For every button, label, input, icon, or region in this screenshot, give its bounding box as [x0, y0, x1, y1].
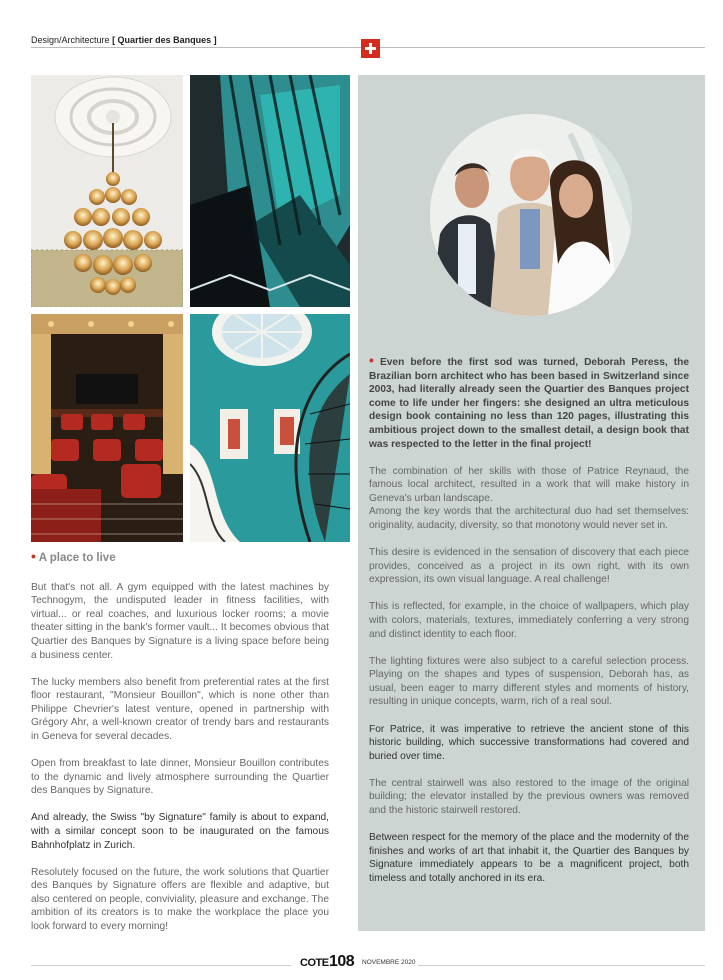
paragraph: For Patrice, it was imperative to retrieve the ancient stone of this historic building, which successive transformations had covered and buried over time.: [369, 723, 689, 762]
paragraph: The combination of her skills with those of Patrice Reynaud, the famous local architect, resulted in a work that will make history in Geneva's urban landscape.: [369, 465, 689, 504]
paragraph: But that's not all. A gym equipped with the latest machines by Technogym, the undisputed leader in fitness facilities, with virtual... or real coaches, and luxurious locker rooms; a movie theater sitting in the bank's former vault... It becomes obvious that Quartier des Banques by Signature is a living space before being a business center.: [31, 581, 329, 661]
chandelier-photo: [31, 75, 183, 307]
paragraph: The lighting fixtures were also subject to a careful selection process. Playing on the shapes and types of suspension, Deborah has, as usual, been eager to marry different styles and moments of history, resulting in unique concepts, warm, rich of a real soul.: [369, 655, 689, 708]
right-column-article: [369, 352, 689, 899]
left-column-article: [31, 548, 329, 947]
paragraph: Among the key words that the architectural duo had set themselves: originality, audacity, diversity, so that monotony would never set in.: [369, 506, 689, 532]
lead-paragraph: [369, 352, 689, 451]
paragraph: Between respect for the memory of the place and the modernity of the finishes and works of art that inhabit it, the Quartier des Banques by Signature immediately appears to be a magnificent project, both timeless and totally anchored in its era.: [369, 832, 689, 884]
spiral-staircase-photo: [190, 314, 350, 542]
paragraph: The central stairwell was also restored to the image of the original building; the elevator installed by the previous owners was removed and the historic stairwell restored.: [369, 777, 689, 817]
magazine-name: COTE: [300, 957, 329, 969]
paragraph: Open from breakfast to late dinner, Monsieur Bouillon contributes to the dynamic and lively atmosphere surrounding the Quartier des Banques by Signature.: [31, 758, 329, 797]
footer-divider-left: [31, 965, 291, 966]
swiss-flag-icon: [361, 39, 380, 58]
bullet-icon: •: [369, 352, 374, 368]
bullet-icon: •: [31, 548, 36, 564]
portrait-photo: [430, 114, 632, 316]
paragraph: The lucky members also benefit from preferential rates at the first floor restaurant, "Monsieur Bouillon", which is none other than Philippe Chevrier's latest venture, opened in partnership with Grégory Ahr, a well-known creator of trendy bars and restaurants in Geneva for several decades.: [31, 676, 329, 743]
right-sidebar-panel: [358, 75, 705, 931]
topic-label: [ Quartier des Banques ]: [112, 35, 217, 45]
footer-divider-right: [418, 965, 705, 966]
paragraph: This desire is evidenced in the sensation of discovery that each piece provides, conceived as a project in its own right, with its own expression, its own visual language. A real challenge!: [369, 547, 689, 586]
lead-text: Even before the first sod was turned, Deborah Peress, the Brazilian born architect who has been based in Switzerland since 2003, had literally already seen the Quartier des Banques project come to life under her fingers: she designed an ultra meticulous design book containing no less than 120 pages, illustrating this ambitious project down to the smallest detail, a design book that was respected to the letter in the final project!: [369, 357, 689, 450]
issue-date: NOVEMBRE 2020: [362, 959, 416, 966]
section-header: [31, 35, 217, 45]
paragraph: This is reflected, for example, in the choice of wallpapers, which play with colors, materials, textures, immediately conferring a very strong and distinct identity to each floor.: [369, 601, 689, 640]
movie-theater-photo: [31, 314, 183, 542]
paragraph: Resolutely focused on the future, the work solutions that Quartier des Banques by Signature offers are flexible and adaptive, but also centered on people, conviviality, pleasure and exchange. The ambition of its creators is to make the workplace the place you look forward to every morning!: [31, 866, 329, 933]
subheading-text: A place to live: [38, 552, 116, 564]
page-number: 108: [329, 953, 355, 970]
section-label: Design/Architecture: [31, 35, 110, 45]
stairwell-light-photo: [190, 75, 350, 307]
subheading: [31, 548, 329, 566]
paragraph: And already, the Swiss "by Signature" family is about to expand, with a similar concept soon to be inaugurated on the famous Bahnhofplatz in Zurich.: [31, 812, 329, 851]
